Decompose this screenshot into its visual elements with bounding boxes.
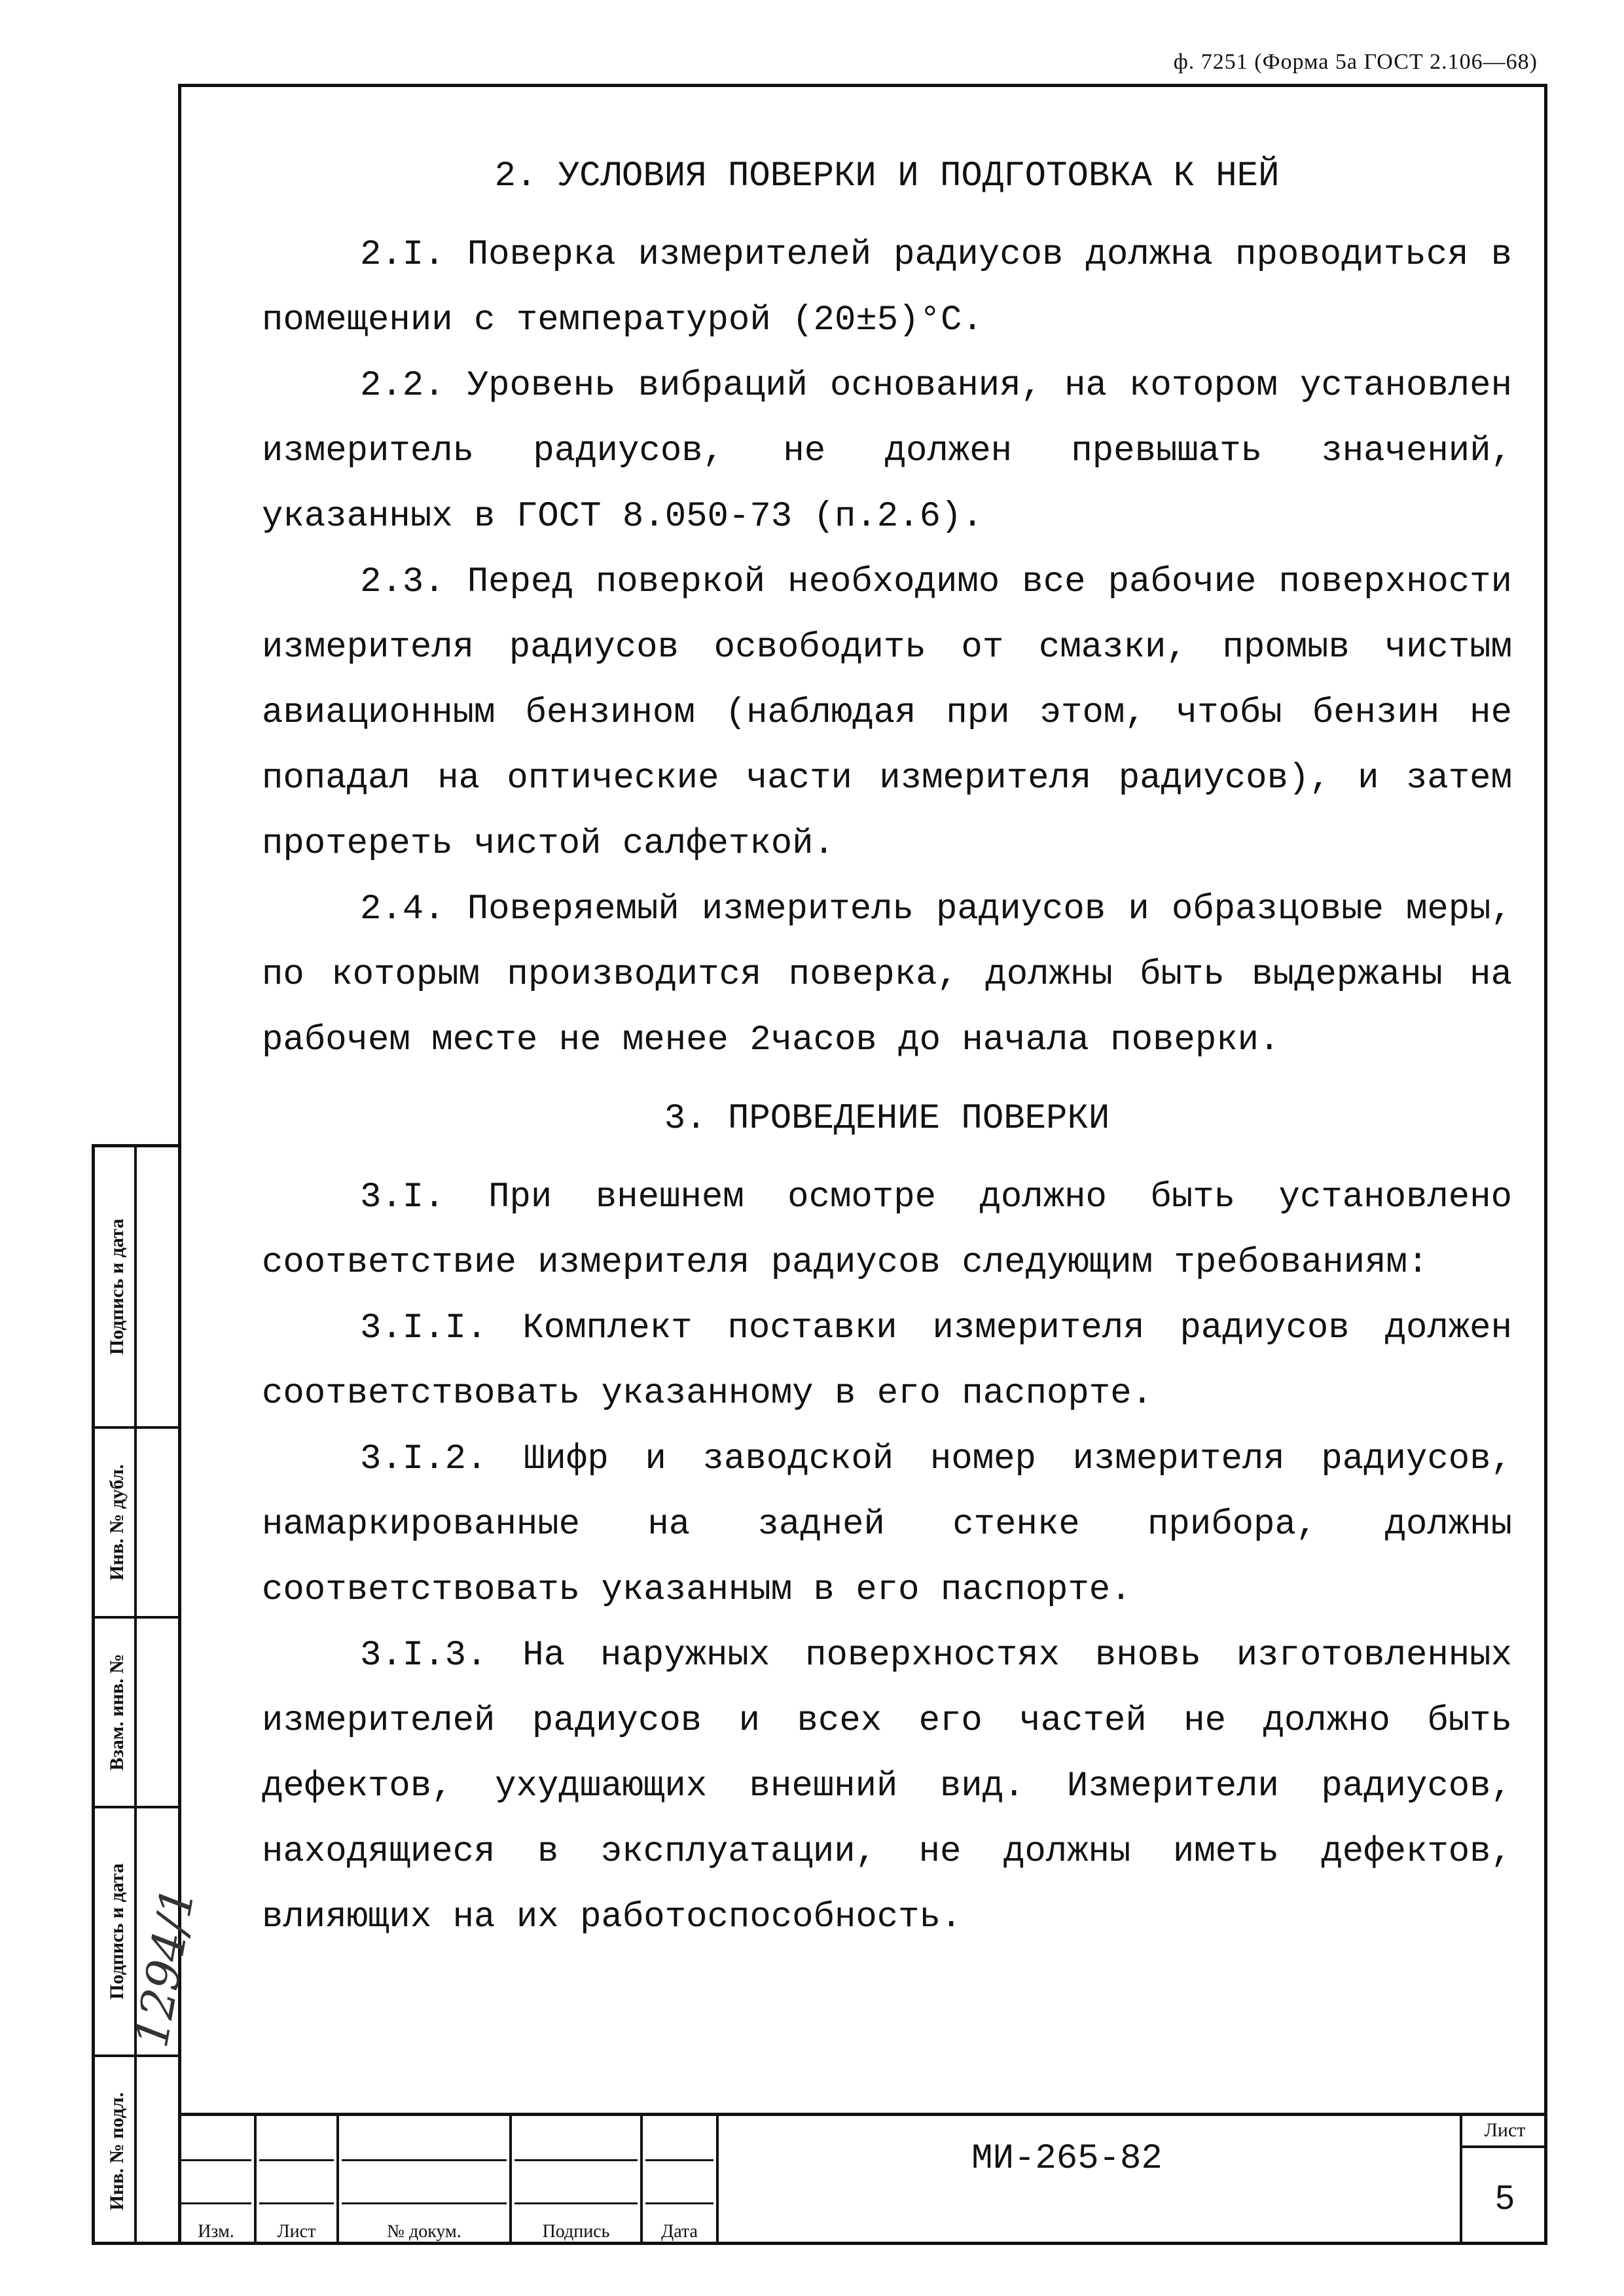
side-label-dup-inv: Инв. № дубл.	[106, 1464, 128, 1581]
paragraph-2-3: 2.3. Перед поверкой необходимо все рабочие поверхности измерителя радиусов освободить от смазки, промыв чистым авиационным бензином (наблюдая при этом, чтобы бензин не попадал на оптические части измерителя радиусов), и затем протереть чистой салфеткой.	[262, 562, 1512, 864]
tb-col-signature	[512, 2116, 643, 2245]
tb-col-izm	[178, 2116, 257, 2245]
tb-label-izm: Изм.	[198, 2221, 234, 2242]
side-label-sign-date-2: Подпись и дата	[106, 1863, 128, 2000]
side-label-orig-inv: Инв. № подл.	[106, 2092, 128, 2210]
paragraph-2-2: 2.2. Уровень вибраций основания, на котором установлен измеритель радиусов, не должен превышать значений, указанных в ГОСТ 8.050-73 (п.2.6).	[262, 366, 1512, 537]
paragraph-3-1-3: 3.I.3. На наружных поверхностях вновь изготовленных измерителей радиусов и всех его частей не должно быть дефектов, ухудшающих внешний вид. Измерители радиусов, находящиеся в эксплуатации, не должны иметь дефектов, влияющих на их работоспособность.	[262, 1636, 1512, 1937]
side-cell-dup-inv	[95, 1429, 178, 1619]
tb-col-date	[643, 2116, 719, 2245]
paragraph-3-1: 3.I. При внешнем осмотре должно быть установлено соответствие измерителя радиусов следующим требованиям:	[262, 1177, 1512, 1283]
handwritten-inventory-number: 1294/1	[124, 1883, 206, 2052]
side-cell-replace-inv	[95, 1619, 178, 1808]
sheet-label: Лист	[1462, 2119, 1547, 2148]
paragraph-3-1-1: 3.I.I. Комплект поставки измерителя радиусов должен соответствовать указанному в его паспорте.	[262, 1308, 1512, 1414]
sheet-number: 5	[1495, 2179, 1515, 2217]
document-number: МИ-265-82	[971, 2139, 1163, 2179]
paragraph-2-1: 2.I. Поверка измерителей радиусов должна проводиться в помещении с температурой (20±5)°С.	[262, 235, 1512, 340]
title-block	[178, 2113, 1547, 2245]
tb-col-list	[257, 2116, 339, 2245]
tb-label-date: Дата	[661, 2221, 698, 2242]
section-3-title: 3. ПРОВЕДЕНИЕ ПОВЕРКИ	[664, 1099, 1110, 1139]
tb-label-doc-no: № докум.	[387, 2221, 461, 2242]
side-cell-sign-date-1	[95, 1147, 178, 1429]
tb-label-list: Лист	[277, 2221, 316, 2242]
paragraph-3-1-2: 3.I.2. Шифр и заводской номер измерителя радиусов, намаркированные на задней стенке прибора, должны соответствовать указанным в его паспорте.	[262, 1439, 1512, 1610]
side-label-sign-date-1: Подпись и дата	[106, 1218, 128, 1355]
tb-label-signature: Подпись	[542, 2221, 610, 2242]
document-body	[262, 131, 1512, 1950]
sheet-box	[1460, 2113, 1547, 2245]
form-code: ф. 7251 (Форма 5а ГОСТ 2.106—68)	[1173, 50, 1538, 74]
side-label-replace-inv: Взам. инв. №	[106, 1653, 128, 1771]
section-2-title: 2. УСЛОВИЯ ПОВЕРКИ И ПОДГОТОВКА К НЕЙ	[494, 156, 1280, 196]
side-stamp	[92, 1144, 178, 2245]
tb-col-doc-no	[339, 2116, 512, 2245]
side-cell-orig-inv	[95, 2057, 178, 2245]
paragraph-2-4: 2.4. Поверяемый измеритель радиусов и образцовые меры, по которым производится поверка, должны быть выдержаны на рабочем месте не менее 2часов до начала поверки.	[262, 889, 1512, 1060]
